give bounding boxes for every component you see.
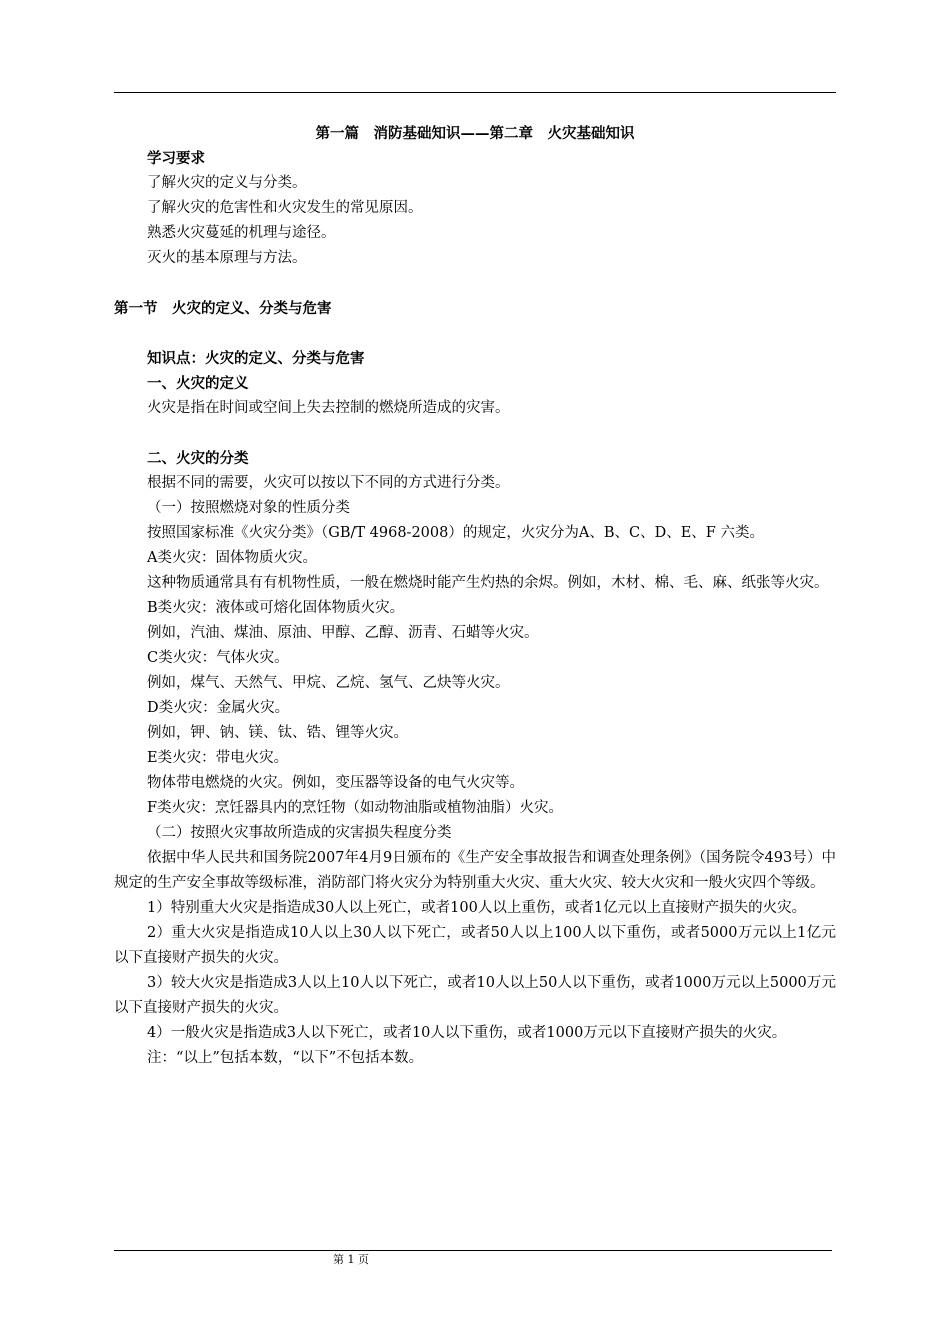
requirement-item: 了解火灾的定义与分类。: [147, 175, 307, 191]
header-rule: [114, 92, 836, 93]
class-d: D类火灾：金属火灾。: [147, 700, 290, 716]
level-1: 1）特别重大火灾是指造成30人以上死亡，或者100人以上重伤，或者1亿元以上直接财产损失的火灾。: [147, 900, 807, 916]
level-4: 4）一般火灾是指造成3人以下死亡，或者10人以下重伤，或者1000万元以下直接财产损失的火灾。: [147, 1025, 787, 1041]
by-loss-intro: 依据中华人民共和国务院2007年4月9日颁布的《生产安全事故报告和调查处理条例》（国务院令493号）中规定的生产安全事故等级标准，消防部门将火灾分为特别重大火灾、重大火灾、较大火灾和一般火灾四个等级。: [114, 850, 836, 891]
class-a-desc: 这种物质通常具有有机物性质，一般在燃烧时能产生灼热的余烬。例如，木材、棉、毛、麻、纸张等火灾。: [147, 575, 829, 591]
level-3: 3）较大火灾是指造成3人以上10人以下死亡，或者10人以上50人以下重伤，或者1000万元以上5000万元以下直接财产损失的火灾。: [114, 975, 836, 1016]
section-heading: 第一节 火灾的定义、分类与危害: [114, 300, 332, 317]
requirements-heading: 学习要求: [147, 150, 205, 167]
class-f: F类火灾：烹饪器具内的烹饪物（如动物油脂或植物油脂）火灾。: [147, 800, 564, 816]
class-c-desc: 例如，煤气、天然气、甲烷、乙烷、氢气、乙炔等火灾。: [147, 675, 510, 691]
classification-heading: 二、火灾的分类: [147, 450, 249, 467]
page-number: 第 1 页: [333, 1253, 369, 1266]
class-e-desc: 物体带电燃烧的火灾。例如，变压器等设备的电气火灾等。: [147, 775, 524, 791]
standard-text: 按照国家标准《火灾分类》（GB/T 4968-2008）的规定，火灾分为A、B、C、D、E、F 六类。: [147, 525, 764, 541]
class-e: E类火灾：带电火灾。: [147, 750, 289, 766]
note: 注：“以上”包括本数，“以下”不包括本数。: [147, 1050, 424, 1066]
by-nature-heading: （一）按照燃烧对象的性质分类: [147, 500, 350, 516]
requirement-item: 灭火的基本原理与方法。: [147, 250, 307, 266]
knowledge-point: 知识点：火灾的定义、分类与危害: [147, 350, 365, 367]
class-b-desc: 例如，汽油、煤油、原油、甲醇、乙醇、沥青、石蜡等火灾。: [147, 625, 539, 641]
requirement-item: 了解火灾的危害性和火灾发生的常见原因。: [147, 200, 423, 216]
definition-heading: 一、火灾的定义: [147, 375, 249, 392]
document-body: [114, 121, 836, 1071]
footer-rule: [114, 1250, 832, 1251]
class-c: C类火灾：气体火灾。: [147, 650, 289, 666]
document-title: 第一篇 消防基础知识——第二章 火灾基础知识: [315, 125, 635, 142]
definition-text: 火灾是指在时间或空间上失去控制的燃烧所造成的灾害。: [147, 400, 510, 416]
by-loss-heading: （二）按照火灾事故所造成的灾害损失程度分类: [147, 825, 452, 841]
class-d-desc: 例如，钾、钠、镁、钛、锆、锂等火灾。: [147, 725, 408, 741]
class-a: A类火灾：固体物质火灾。: [147, 550, 317, 566]
requirement-item: 熟悉火灾蔓延的机理与途径。: [147, 225, 336, 241]
level-2: 2）重大火灾是指造成10人以上30人以下死亡，或者50人以上100人以下重伤，或者5000万元以上1亿元以下直接财产损失的火灾。: [114, 925, 836, 966]
classification-intro: 根据不同的需要，火灾可以按以下不同的方式进行分类。: [147, 475, 510, 491]
class-b: B类火灾：液体或可熔化固体物质火灾。: [147, 600, 405, 616]
